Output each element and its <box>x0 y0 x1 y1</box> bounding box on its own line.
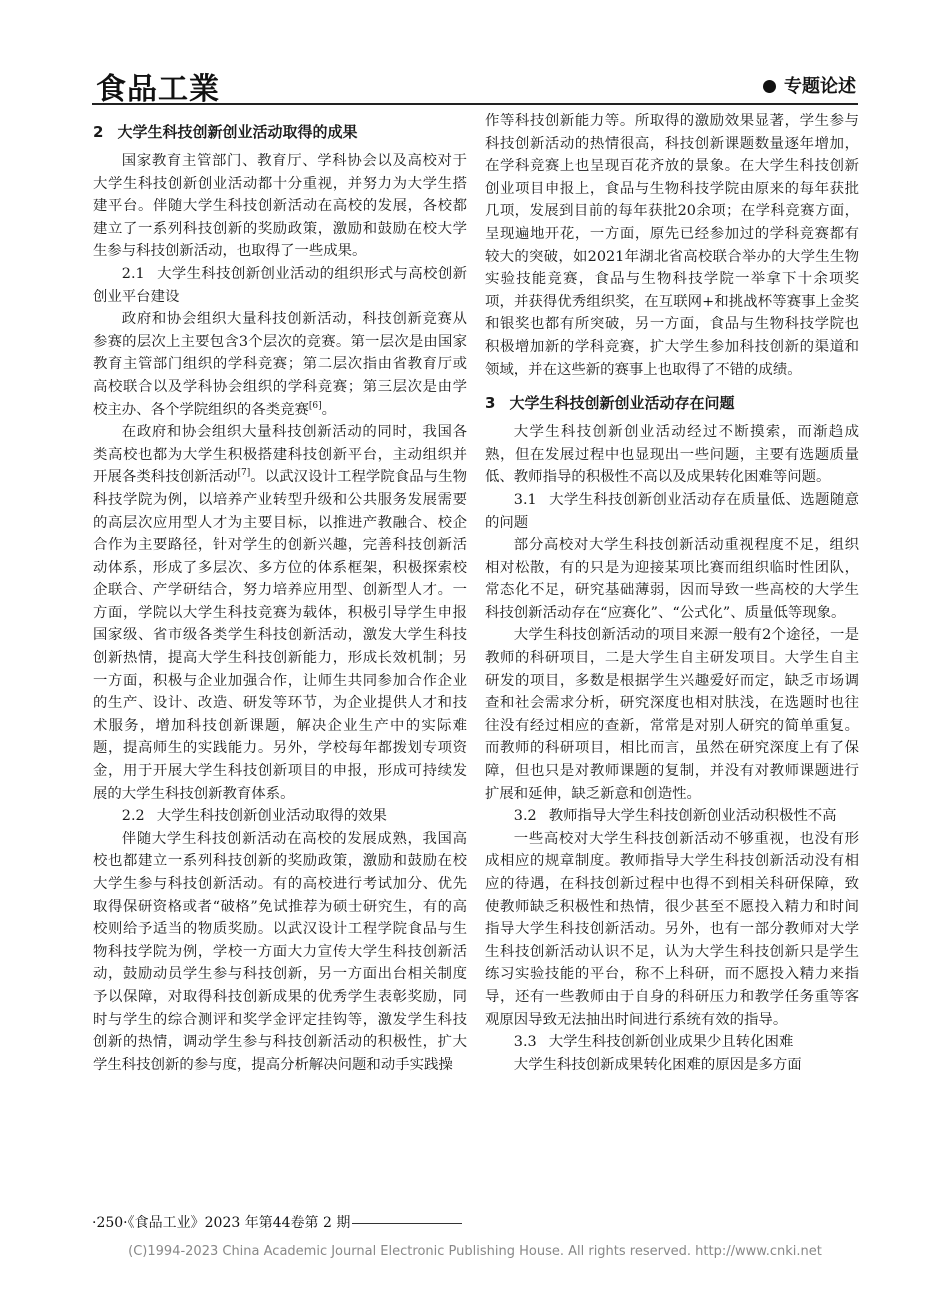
section-heading <box>93 120 467 144</box>
paragraph-text: 在政府和协会组织大量科技创新活动的同时，我国各类高校也都为大学生积极搭建科技创新平台，主动组织并开展各类科技创新活动 <box>93 424 467 486</box>
page-number: ·250· <box>92 1215 128 1231</box>
section-title: 大学生科技创新创业活动存在问题 <box>509 394 735 413</box>
journal-logo: 食品工業 <box>96 72 220 107</box>
subsection-heading <box>93 263 467 308</box>
subsection-number: 3.2 <box>513 808 537 825</box>
right-column <box>485 110 859 1076</box>
subsection-number: 3.1 <box>513 491 537 508</box>
paragraph: 大学生科技创新成果转化困难的原因是多方面 <box>513 1056 802 1073</box>
section-number: 3 <box>485 394 496 413</box>
paragraph-text: 政府和协会组织大量科技创新活动，科技创新竞赛从参赛的层次上主要包含3个层次的竞赛。第一层次是由国家教育主管部门组织的学科竞赛；第二层次指由省教育厅或高校联合以及学科协会组织的学科竞赛；第三层次是由学校主办、各个学院组织的各类竞赛 <box>93 311 467 418</box>
paragraph: 作等科技创新能力等。所取得的激励效果显著，学生参与科技创新活动的热情很高，科技创新课题数量逐年增加，在学科竞赛上也呈现百花齐放的景象。在大学生科技创新创业项目申报上，食品与生物科技学院由原来的每年获批几项，发展到目前的每年获批20余项；在学科竞赛方面，呈现遍地开花，一方面，原先已经参加过的学科竞赛都有较大的突破，如2021年湖北省高校联合举办的大学生生物实验技能竞赛，食品与生物科技学院一举拿下十余项奖项，并获得优秀组织奖，在互联网+和挑战杯等赛事上金奖和银奖也都有所突破，另一方面，食品与生物科技学院也积极增加新的学科竞赛，扩大学生参加科技创新的渠道和领域，并在这些新的赛事上也取得了不错的成绩。 <box>485 113 859 378</box>
paragraph: 大学生科技创新创业活动经过不断摸索，而渐趋成熟，但在发展过程中也显现出一些问题，主要有选题质量低、教师指导的积极性不高以及成果转化困难等问题。 <box>485 424 859 486</box>
paragraph-text: 。以武汉设计工程学院食品与生物科技学院为例，以培养产业转型升级和公共服务发展需要的高层次应用型人才为主要目标，以推进产教融合、校企合作为主要路径，针对学生的创新兴趣，完善科技创新活动体系，形成了多层次、多方位的体系框架，积极探索校企联合、产学研结合，努力培养应用型、创新型人才。一方面，学院以大学生科技竞赛为载体，积极引导学生申报国家级、省市级各类学生科技创新活动，激发大学生科技创新热情，提高大学生科技创新能力，形成长效机制；另一方面，积极与企业加强合作，让师生共同参加合作企业的生产、设计、改造、研发等环节，为企业提供人才和技术服务，增加科技创新课题，解决企业生产中的实际难题，提高师生的实践能力。另外，学校每年都拨划专项资金，用于开展大学生科技创新项目的申报，形成可持续发展的大学生科技创新教育体系。 <box>93 469 467 802</box>
paragraph <box>93 421 467 805</box>
section-title: 大学生科技创新创业活动取得的成果 <box>117 123 358 141</box>
citation: [6] <box>308 400 322 411</box>
subsection-title: 大学生科技创新创业活动取得的效果 <box>156 808 387 825</box>
section-label <box>763 72 856 98</box>
paragraph: 部分高校对大学生科技创新活动重视程度不足，组织相对松散，有的只是为迎接某项比赛而组织临时性团队，常态化不足，研究基础薄弱，因而导致一些高校的大学生科技创新活动存在“应赛化”、“公式化”、质量低等现象。 <box>485 537 859 621</box>
subsection-number: 3.3 <box>513 1034 537 1051</box>
paragraph: 伴随大学生科技创新活动在高校的发展成熟，我国高校也都建立一系列科技创新的奖励政策，激励和鼓励在校大学生参与科技创新活动。有的高校进行考试加分、优先取得保研资格或者“破格”免试推荐为硕士研究生，有的高校则给予适当的物质奖励。以武汉设计工程学院食品与生物科技学院为例，学校一方面大力宣传大学生科技创新活动，鼓励动员学生参与科技创新，另一方面出台相关制度予以保障，对取得科技创新成果的优秀学生表彰奖励，同时与学生的综合测评和奖学金评定挂钩等，激发学生科技创新的热情，调动学生参与科技创新活动的积极性，扩大学生科技创新的参与度，提高分析解决问题和动手实践操 <box>93 830 467 1073</box>
section-number: 2 <box>93 123 104 141</box>
paragraph: 一些高校对大学生科技创新活动不够重视，也没有形成相应的规章制度。教师指导大学生科技创新活动没有相应的待遇，在科技创新过程中也得不到相关科研保障，致使教师缺乏积极性和热情，很少甚至不愿投入精力和时间指导大学生科技创新活动。另外，也有一部分教师对大学生科技创新活动认识不足，认为大学生科技创新只是学生练习实验技能的平台，称不上科研，而不愿投入精力来指导，还有一些教师由于自身的科研压力和教学任务重等客观原因导致无法抽出时间进行系统有效的指导。 <box>485 830 859 1028</box>
left-column <box>93 110 467 1076</box>
subsection-heading <box>485 489 859 534</box>
subsection-number: 2.1 <box>121 265 145 282</box>
copyright-notice: (C)1994-2023 China Academic Journal Electronic Publishing House. All rights reserved. http://www.cnki.net <box>128 1244 822 1259</box>
subsection-heading <box>93 805 467 828</box>
header-rule <box>92 103 858 105</box>
subsection-heading <box>485 1031 859 1054</box>
page-footer <box>92 1212 462 1232</box>
paragraph <box>93 308 467 421</box>
section-heading <box>485 391 859 415</box>
section-label-text: 专题论述 <box>784 76 856 97</box>
subsection-heading <box>485 805 859 828</box>
paragraph: 大学生科技创新活动的项目来源一般有2个途径，一是教师的科研项目，二是大学生自主研发项目。大学生自主研发的项目，多数是根据学生兴趣爱好而定，缺乏市场调查和社会需求分析，研究深度也相对肤浅，在选题时也往往没有经过相应的查新，常常是对别人研究的简单重复。而教师的科研项目，相比而言，虽然在研究深度上有了保障，但也只是对教师课题的复制，并没有对教师课题进行扩展和延伸，缺乏新意和创造性。 <box>485 627 859 802</box>
footer-rule <box>352 1223 462 1224</box>
subsection-title: 教师指导大学生科技创新创业活动积极性不高 <box>548 808 837 825</box>
journal-citation: 《食品工业》2023 年第44卷第 2 期 <box>127 1215 351 1231</box>
subsection-title: 大学生科技创新创业活动的组织形式与高校创新创业平台建设 <box>93 265 467 305</box>
subsection-title: 大学生科技创新创业成果少且转化困难 <box>548 1034 794 1051</box>
paragraph: 国家教育主管部门、教育厅、学科协会以及高校对于大学生科技创新创业活动都十分重视，并努力为大学生搭建平台。伴随大学生科技创新活动在高校的发展，各校都建立了一系列科技创新的奖励政策，激励和鼓励在校大学生参与科技创新活动，也取得了一些成果。 <box>93 153 467 260</box>
citation: [7] <box>237 468 251 479</box>
paragraph-text: 。 <box>321 401 337 418</box>
subsection-title: 大学生科技创新创业活动存在质量低、选题随意的问题 <box>485 491 859 531</box>
subsection-number: 2.2 <box>121 808 145 825</box>
bullet-icon <box>763 80 776 93</box>
